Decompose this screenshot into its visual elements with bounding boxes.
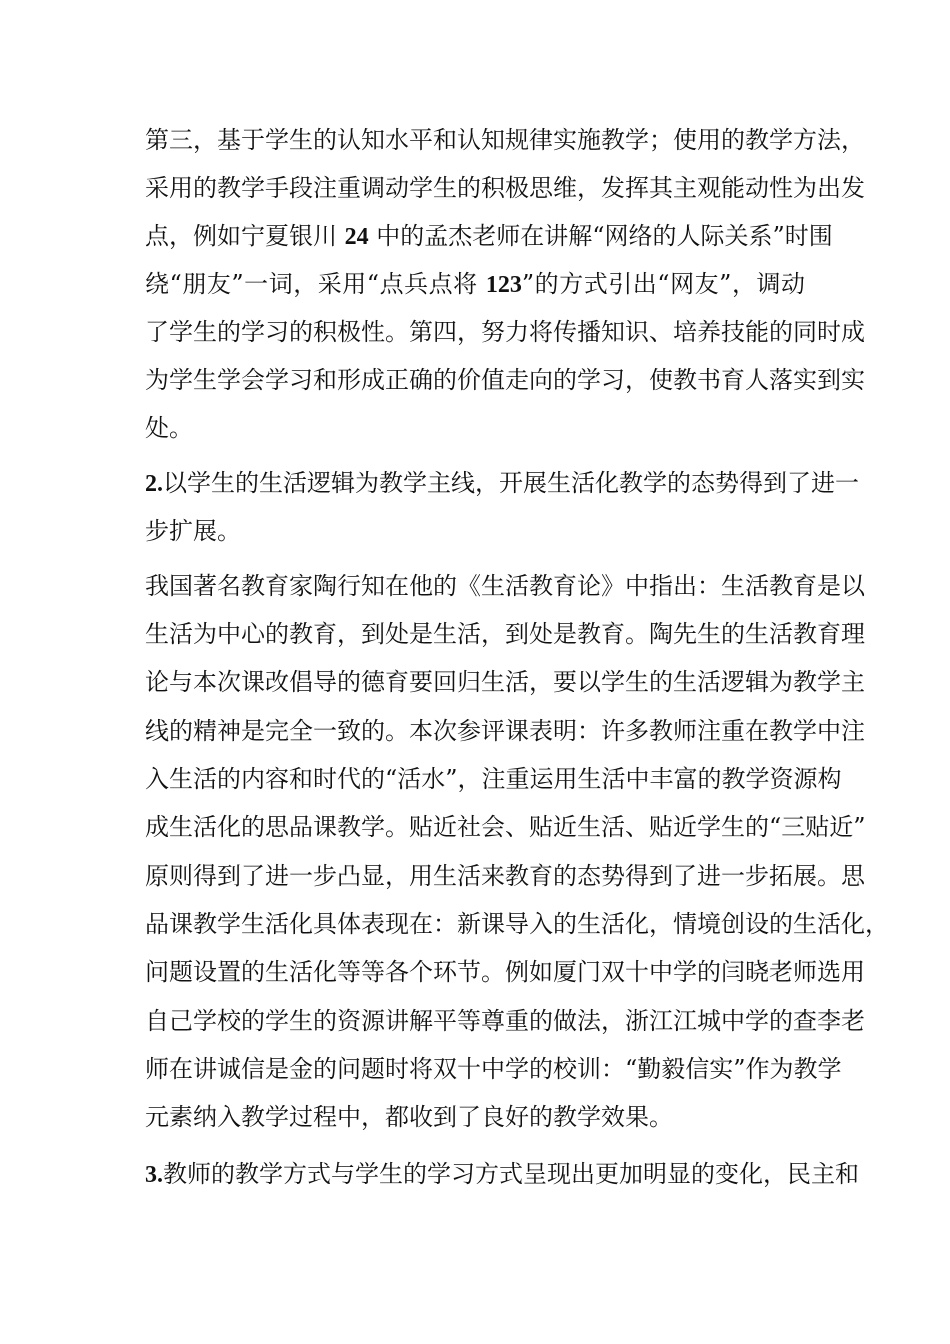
paragraph-line: 绕“朋友”一词，采用“点兵点将 123”的方式引出“网友”，调动 [145,270,806,298]
paragraph-line: 师在讲诚信是金的问题时将双十中学的校训：“勤毅信实”作为教学 [145,1055,842,1083]
paragraph-line: 点，例如宁夏银川 24 中的孟杰老师在讲解“网络的人际关系”时围 [145,222,833,250]
paragraph-line: 论与本次课改倡导的德育要回归生活，要以学生的生活逻辑为教学主 [145,668,865,696]
paragraph-line: 生活为中心的教育，到处是生活，到处是教育。陶先生的生活教育理 [145,620,865,648]
paragraph-line: 采用的教学手段注重调动学生的积极思维，发挥其主观能动性为出发 [145,174,865,202]
section-heading-continuation: 步扩展。 [145,517,241,545]
paragraph-line: 处。 [145,414,193,442]
paragraph-line: 品课教学生活化具体表现在：新课导入的生活化，情境创设的生活化， [145,910,889,938]
heading-number: 2. [145,471,163,497]
heading-number: 3. [145,1162,163,1188]
paragraph-line: 了学生的学习的积极性。第四，努力将传播知识、培养技能的同时成 [145,318,865,346]
paragraph-line: 自己学校的学生的资源讲解平等尊重的做法，浙江江城中学的查李老 [145,1007,865,1035]
section-heading: 3.教师的教学方式与学生的学习方式呈现出更加明显的变化，民主和 [145,1160,859,1188]
paragraph-line: 线的精神是完全一致的。本次参评课表明：许多教师注重在教学中注 [145,717,865,745]
section-heading: 2.以学生的生活逻辑为教学主线，开展生活化教学的态势得到了进一 [145,469,859,497]
paragraph-line: 问题设置的生活化等等各个环节。例如厦门双十中学的闫晓老师选用 [145,958,865,986]
paragraph-line: 元素纳入教学过程中，都收到了良好的教学效果。 [145,1103,673,1131]
paragraph-line: 为学生学会学习和形成正确的价值走向的学习，使教书育人落实到实 [145,366,865,394]
paragraph-line: 原则得到了进一步凸显，用生活来教育的态势得到了进一步拓展。思 [145,862,865,890]
paragraph-line: 我国著名教育家陶行知在他的《生活教育论》中指出：生活教育是以 [145,572,865,600]
paragraph-line: 第三，基于学生的认知水平和认知规律实施教学；使用的教学方法， [145,126,865,154]
paragraph-line: 成生活化的思品课教学。贴近社会、贴近生活、贴近学生的“三贴近” [145,813,866,841]
paragraph-line: 入生活的内容和时代的“活水”，注重运用生活中丰富的教学资源构 [145,765,842,793]
